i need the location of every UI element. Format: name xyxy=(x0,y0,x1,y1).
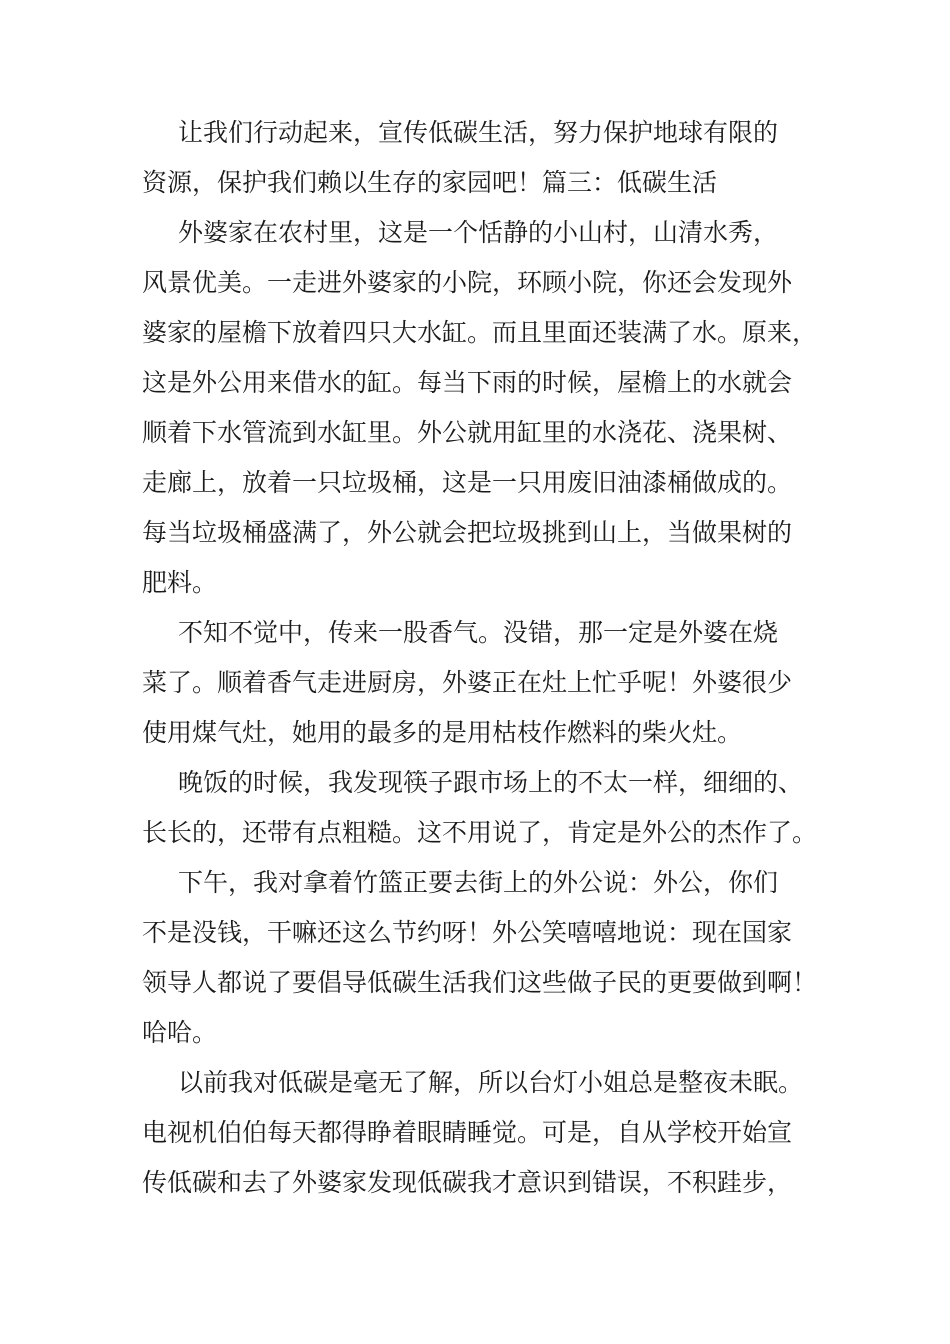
text-line: 顺着下水管流到水缸里。外公就用缸里的水浇花、浇果树、 xyxy=(142,418,793,447)
text-line: 以前我对低碳是毫无了解，所以台灯小姐总是整夜未眠。 xyxy=(178,1068,804,1097)
text-line: 外婆家在农村里，这是一个恬静的小山村，山清水秀， xyxy=(178,218,779,247)
text-line: 这是外公用来借水的缸。每当下雨的时候，屋檐上的水就会 xyxy=(142,368,793,397)
text-line: 不是没钱，干嘛还这么节约呀！外公笑嘻嘻地说：现在国家 xyxy=(142,918,793,947)
text-line: 电视机伯伯每天都得睁着眼睛睡觉。可是，自从学校开始宣 xyxy=(142,1118,793,1147)
text-line: 让我们行动起来，宣传低碳生活，努力保护地球有限的 xyxy=(178,118,779,147)
text-line: 哈哈。 xyxy=(142,1018,218,1047)
text-line: 长长的，还带有点粗糙。这不用说了，肯定是外公的杰作了。 xyxy=(142,818,818,847)
text-line: 每当垃圾桶盛满了，外公就会把垃圾挑到山上，当做果树的 xyxy=(142,518,793,547)
text-line: 使用煤气灶，她用的最多的是用枯枝作燃料的柴火灶。 xyxy=(142,718,743,747)
text-line: 领导人都说了要倡导低碳生活我们这些做子民的更要做到啊！ xyxy=(142,968,818,997)
text-line: 肥料。 xyxy=(142,568,218,597)
text-line: 不知不觉中，传来一股香气。没错，那一定是外婆在烧 xyxy=(178,618,779,647)
text-line: 资源，保护我们赖以生存的家园吧！篇三：低碳生活 xyxy=(142,168,718,197)
text-line: 婆家的屋檐下放着四只大水缸。而且里面还装满了水。原来， xyxy=(142,318,818,347)
text-line: 菜了。顺着香气走进厨房，外婆正在灶上忙乎呢！外婆很少 xyxy=(142,668,793,697)
body-text xyxy=(142,108,832,1208)
text-line: 下午，我对拿着竹篮正要去街上的外公说：外公，你们 xyxy=(178,868,779,897)
text-line: 传低碳和去了外婆家发现低碳我才意识到错误，不积跬步， xyxy=(142,1168,793,1197)
text-line: 晚饭的时候，我发现筷子跟市场上的不太一样，细细的、 xyxy=(178,768,804,797)
text-line: 走廊上，放着一只垃圾桶，这是一只用废旧油漆桶做成的。 xyxy=(142,468,793,497)
text-line: 风景优美。一走进外婆家的小院，环顾小院，你还会发现外 xyxy=(142,268,793,297)
